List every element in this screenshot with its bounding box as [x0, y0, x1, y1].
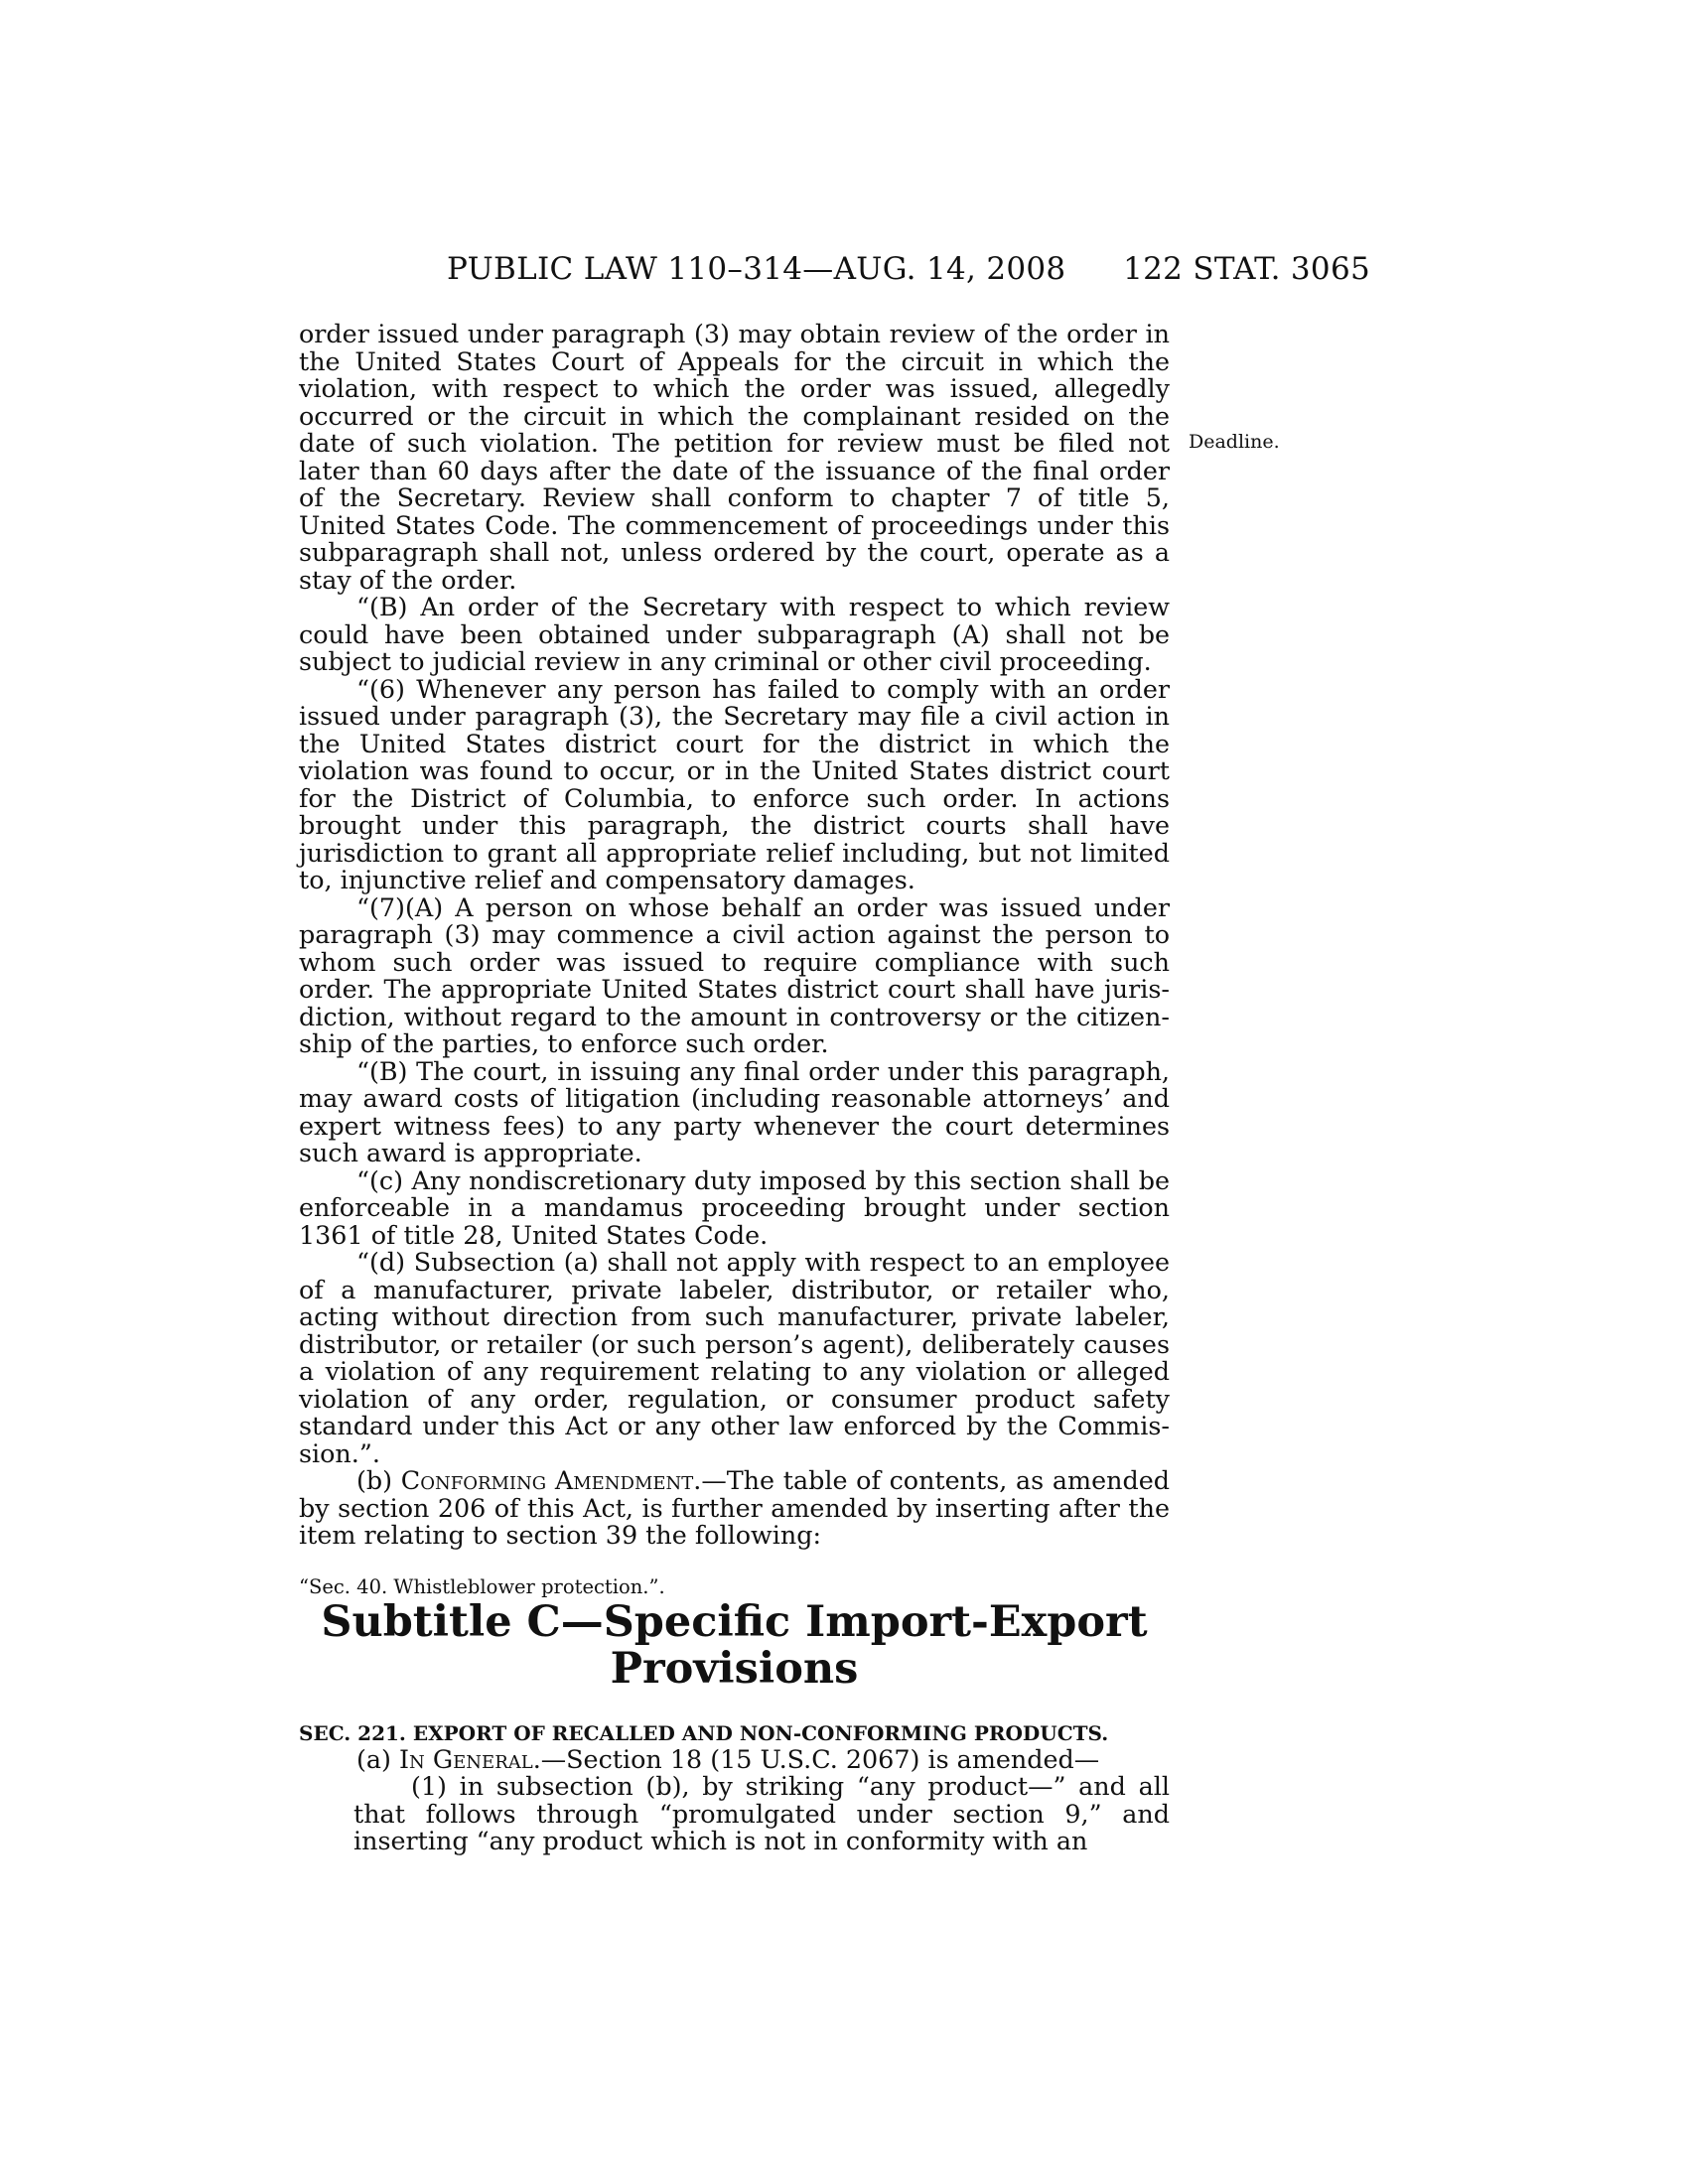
subtitle-line-1: Subtitle C—Specific Import-Export: [321, 1596, 1148, 1647]
subtitle-line-2: Provisions: [610, 1643, 859, 1694]
amendment-heading: Conforming Amendment: [400, 1465, 694, 1495]
public-law-citation: PUBLIC LAW 110–314—AUG. 14, 2008: [447, 251, 1066, 287]
paragraph-c-mandamus: “(c) Any nondiscretionary duty imposed by this section shall be enforceable in a mandamus proceeding brought under section 1361 of title 28, United States Code.: [299, 1164, 1170, 1250]
table-of-contents-item: “Sec. 40. Whistleblower protection.”.: [299, 1574, 665, 1598]
clause-1: (1) in subsection (b), by striking “any product—” and all that follows through “promulgated under section 9,” and inserting “any product which is not in conformity with an: [353, 1771, 1170, 1855]
subsection-a: [299, 1743, 1170, 1774]
amendment-label: (b): [356, 1465, 401, 1495]
margin-note-deadline: Deadline.: [1189, 431, 1280, 453]
statute-page-number: 122 STAT. 3065: [1123, 251, 1370, 287]
amendment-text: .—The table of contents, as amended by section 206 of this Act, is further amended by inserting after the item relating to section 39 the following:: [299, 1465, 1170, 1550]
running-header: [298, 251, 1370, 291]
paragraph-review-order: order issued under paragraph (3) may obtain review of the order in the United States Court of Appeals for the circuit in which the violation, with respect to which the order was issued, allegedly occurred or the circuit in which the complainant resided on the date of such violation. The petition for review must be filed not later than 60 days after the date of the issuance of the final order of the Secretary. Review shall conform to chapter 7 of title 5, United States Code. The commencement of proceedings under this subparagraph shall not, unless ordered by the court, operate as a stay of the order.: [299, 319, 1170, 595]
paragraph-7a-compliance: “(7)(A) A person on whose behalf an order was issued under paragraph (3) may commence a civil action against the person to whom such order was issued to require compliance with such order. The appropriate United States district court shall have jurisdiction, without regard to the amount in controversy or the citizenship of the parties, to enforce such order.: [299, 891, 1170, 1058]
paragraph-b-costs: “(B) The court, in issuing any final order under this paragraph, may award costs of litigation (including reasonable attorneys’ and expert witness fees) to any party whenever the court determines such award is appropriate.: [299, 1055, 1170, 1167]
subtitle-heading: [299, 1596, 1170, 1694]
subsection-a-label: (a): [356, 1743, 400, 1774]
paragraph-6-civil-action: “(6) Whenever any person has failed to comply with an order issued under paragraph (3), the Secretary may file a civil action in the United States district court for the district in which the violation was found to occur, or in the United States district court for the District of Columbia, to enforce such order. In actions brought under this paragraph, the district courts shall have jurisdiction to grant all appropriate relief including, but not limited to, injunctive relief and compensatory damages.: [299, 673, 1170, 894]
paragraph-d-employee-exception: “(d) Subsection (a) shall not apply with respect to an employee of a manufacturer, private labeler, distributor, or retailer who, acting without direction from such manufacturer, private labeler, distributor, or retailer (or such person’s agent), deliberately causes a violation of any requirement relating to any violation or alleged violation of any order, regulation, or consumer product safety standard under this Act or any other law enforced by the Commission.”.: [299, 1247, 1170, 1468]
paragraph-b-judicial-review: “(B) An order of the Secretary with respect to which review could have been obtained under subparagraph (A) shall not be subject to judicial review in any criminal or other civil proceeding.: [299, 592, 1170, 676]
paragraph-conforming-amendment: [299, 1467, 1170, 1550]
body-text: [299, 321, 1170, 1855]
section-heading: SEC. 221. EXPORT OF RECALLED AND NON-CONFORMING PRODUCTS.: [299, 1720, 1109, 1745]
subsection-a-heading: In General: [399, 1743, 533, 1774]
subsection-a-text: .—Section 18 (15 U.S.C. 2067) is amended—: [532, 1743, 1100, 1774]
